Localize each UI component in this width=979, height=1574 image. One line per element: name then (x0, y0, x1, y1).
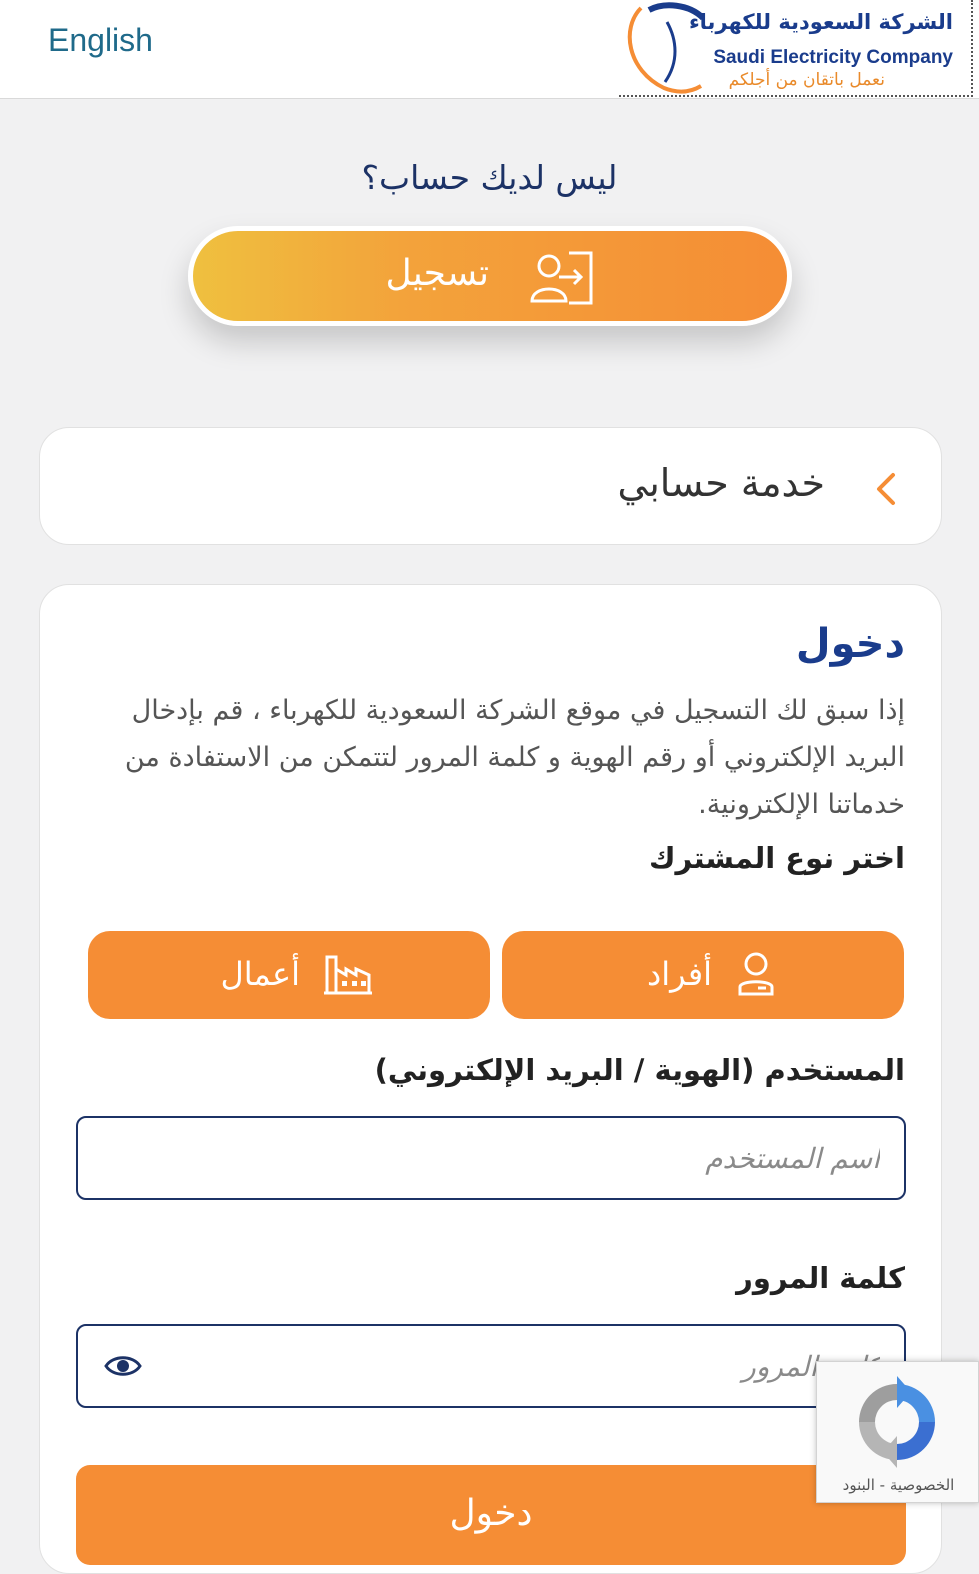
username-input[interactable] (76, 1116, 906, 1200)
individuals-button[interactable] (502, 931, 904, 1019)
logo-slogan: نعمل باتقان من أجلكم (728, 70, 885, 90)
recaptcha-badge[interactable] (816, 1361, 979, 1503)
user-login-icon (529, 249, 595, 307)
person-icon (736, 951, 776, 997)
login-card (39, 584, 942, 1574)
logo-name-arabic: الشركة السعودية للكهرباء (688, 10, 953, 34)
business-label: أعمال (220, 955, 300, 993)
login-submit-label: دخول (449, 1493, 533, 1534)
login-submit-button[interactable] (76, 1465, 906, 1565)
business-button[interactable] (88, 931, 490, 1019)
register-button-label: تسجيل (385, 253, 489, 294)
header (0, 0, 979, 99)
account-service-label: خدمة حسابي (617, 461, 825, 505)
eye-icon[interactable] (104, 1353, 142, 1379)
company-logo[interactable] (619, 0, 973, 97)
language-switch-link[interactable]: English (48, 22, 153, 58)
no-account-prompt: ليس لديك حساب؟ (361, 158, 618, 197)
password-label: كلمة المرور (736, 1261, 905, 1295)
login-title: دخول (795, 621, 905, 667)
login-description: إذا سبق لك التسجيل في موقع الشركة السعودية للكهرباء ، قم بإدخال البريد الإلكتروني أو رقم الهوية و كلمة المرور لتتمكن من الاستفادة من خدماتنا الإلكترونية. (124, 695, 905, 820)
recaptcha-icon (851, 1376, 943, 1468)
logo-name-english: Saudi Electricity Company (713, 47, 953, 68)
recaptcha-links[interactable]: الخصوصية - البنود (842, 1476, 955, 1494)
chevron-left-icon (875, 472, 897, 506)
password-input[interactable] (76, 1324, 906, 1408)
business-icon (324, 951, 372, 995)
account-service-item[interactable] (39, 427, 942, 545)
register-button[interactable] (188, 226, 792, 326)
username-label: المستخدم (الهوية / البريد الإلكتروني) (374, 1053, 905, 1087)
individuals-label: أفراد (647, 955, 712, 993)
subscriber-type-label: اختر نوع المشترك (648, 841, 905, 875)
